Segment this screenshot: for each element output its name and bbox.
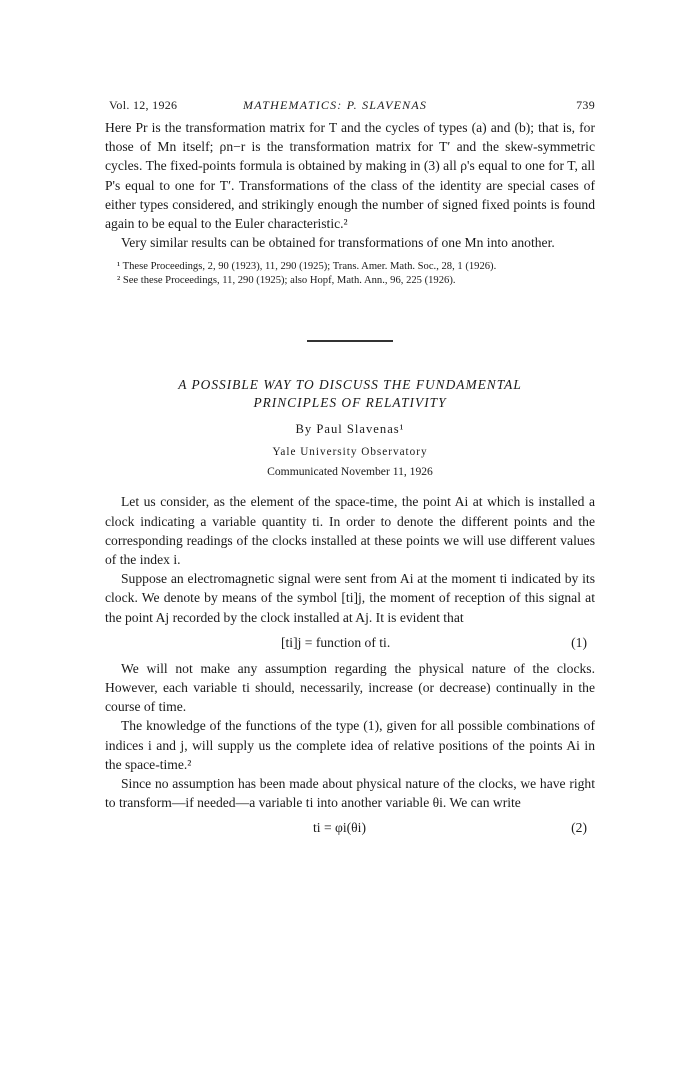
paragraph: We will not make any assumption regarding the physical nature of the clocks. However, each variable ti should, necessarily, increase (or decrease) continually in the course of time.	[105, 660, 595, 715]
author-byline: By Paul Slavenas¹	[295, 422, 405, 437]
affiliation: Yale University Observatory	[272, 446, 428, 459]
running-header	[105, 96, 595, 118]
footnotes	[105, 260, 595, 288]
article-body	[105, 492, 595, 844]
equation-2	[105, 812, 595, 844]
equation-number: (2)	[571, 820, 587, 836]
paragraph: Here Pr is the transformation matrix for T and the cycles of types (a) and (b); that is, for those of Mn itself; ρn−r is the transformation matrix for T′ and the skew-symmetric cycles. The fixed-points formula is obtained by making in (3) all ρ's equal to one for T, all P's equal to one for T′. Transformations of the class of the identity are special cases of either types considered, and strikingly enough the number of signed fixed points is found again to be equal to the Euler characteristic.²	[105, 120, 595, 232]
article-heading	[105, 376, 595, 478]
journal-page	[105, 96, 595, 844]
running-title: MATHEMATICS: P. SLAVENAS	[243, 98, 428, 112]
article-divider	[307, 340, 393, 342]
equation-number: (1)	[571, 634, 587, 650]
paragraph: Very similar results can be obtained for transformations of one Mn into another.	[121, 235, 555, 251]
footnote: ¹ These Proceedings, 2, 90 (1923), 11, 290 (1925); Trans. Amer. Math. Soc., 28, 1 (1926).	[117, 261, 497, 273]
previous-article-continuation	[105, 118, 595, 288]
paragraph: Suppose an electromagnetic signal were sent from Ai at the moment ti indicated by its clock. We denote by means of the symbol [ti]j, the moment of reception of this signal at the point Aj recorded by the clock installed at Aj. It is evident that	[105, 571, 595, 625]
article-title-line: PRINCIPLES OF RELATIVITY	[253, 395, 447, 411]
equation-1	[105, 627, 595, 659]
paragraph: The knowledge of the functions of the type (1), given for all possible combinations of indices i and j, will supply us the complete idea of relative positions of the points Ai in the space-time.²	[105, 718, 595, 772]
article-title-line: A POSSIBLE WAY TO DISCUSS THE FUNDAMENTAL	[178, 377, 522, 393]
paragraph: Since no assumption has been made about physical nature of the clocks, we have right to transform—if needed—a variable ti into another variable θi. We can write	[105, 776, 595, 811]
communicated-date: Communicated November 11, 1926	[267, 465, 433, 479]
equation-expression: [ti]j = function of ti.	[281, 634, 391, 650]
paragraph: Let us consider, as the element of the space-time, the point Ai at which is installed a clock indicating a variable quantity ti. In order to denote the different points and the corresponding readings of the clocks installed at these points we will use different values of the index i.	[105, 494, 595, 568]
volume-label: Vol. 12, 1926	[109, 98, 178, 112]
equation-expression: ti = φi(θi)	[313, 820, 366, 836]
page-number: 739	[576, 98, 595, 112]
footnote: ² See these Proceedings, 11, 290 (1925); also Hopf, Math. Ann., 96, 225 (1926).	[117, 275, 456, 287]
